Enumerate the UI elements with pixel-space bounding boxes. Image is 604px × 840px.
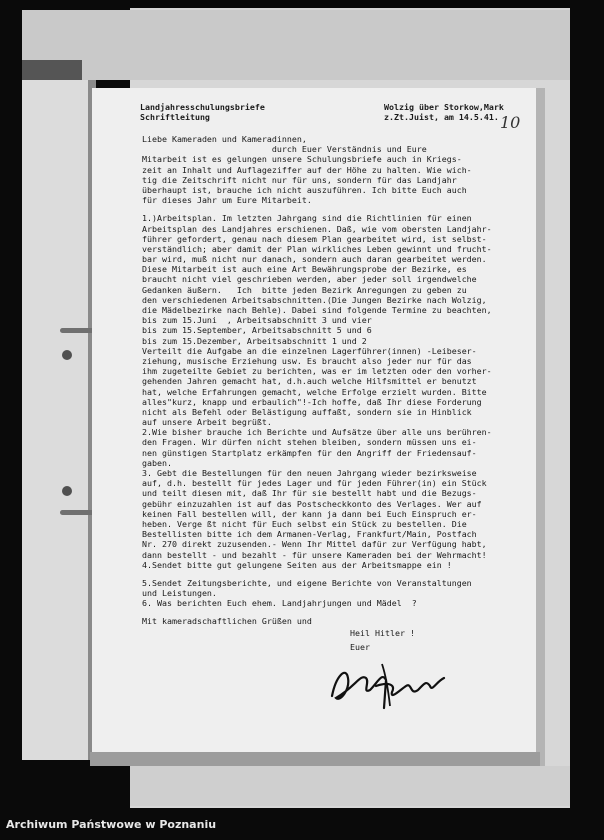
- body-line: bis zum 15.Dezember, Arbeitsabschnitt 1 und 2: [142, 335, 367, 346]
- body-line: tig die Zeitschrift nicht nur für uns, sondern für das Landjahr: [142, 174, 457, 185]
- body-line: Mitarbeit ist es gelungen unsere Schulungsbriefe auch in Kriegs-: [142, 154, 462, 165]
- closing-euer: Euer: [350, 642, 370, 652]
- body-line: für dieses Jahr um Eure Mitarbeit.: [142, 195, 312, 206]
- body-line: die Mädelbezirke nach Behle). Dabei sind folgende Termine zu beachten,: [142, 305, 492, 315]
- body-line: [142, 608, 532, 616]
- closing-greeting: Heil Hitler !: [350, 628, 415, 638]
- page-right-edge: [535, 88, 545, 768]
- page-bottom-edge: [90, 752, 540, 766]
- handwritten-signature: [326, 656, 456, 714]
- body-line: den verschiedenen Arbeitsabschnitten.(Die Jungen Bezirke nach Wolzig,: [142, 294, 487, 305]
- body-line: alles"kurz, knapp und erbaulich"!-Ich hoffe, daß Ihr diese Forderung: [142, 396, 482, 407]
- body-line: auf unsere Arbeit begrüßt.: [142, 417, 272, 428]
- body-line: 3. Gebt die Bestellungen für den neuen Jahrgang wieder bezirksweise: [142, 468, 477, 478]
- body-line: Nr. 270 direkt zuzusenden.- Wenn Ihr Mittel dafür zur Verfügung habt,: [142, 539, 487, 550]
- body-line: keinen Fall bestellen will, der kann ja dann bei Euch Einspruch er-: [142, 508, 477, 519]
- body-line: bis zum 15.Juni , Arbeitsabschnitt 3 und vier: [142, 315, 372, 326]
- body-line: bis zum 15.September, Arbeitsabschnitt 5 und 6: [142, 325, 372, 336]
- body-line: dann bestellt - und bezahlt - für unsere Kameraden bei der Wehrmacht!: [142, 549, 487, 560]
- body-line: führer gefordert, genau nach diesem Plan gearbeitet wird, ist selbst-: [142, 233, 487, 244]
- body-line: und teilt diesen mit, daß Ihr für sie bestellt habt und die Bezugs-: [142, 488, 477, 499]
- body-line: den Fragen. Wir dürfen nicht stehen bleiben, sondern müssen uns ei-: [142, 437, 477, 448]
- body-line: 6. Was berichten Euch ehem. Landjahrjungen und Mädel ?: [142, 598, 417, 609]
- body-line: durch Euer Verständnis und Eure: [142, 144, 427, 155]
- body-line: zeit an Inhalt und Auflageziffer auf der Höhe zu halten. Wie wich-: [142, 164, 472, 175]
- sender-block: [140, 102, 265, 122]
- date-line: z.Zt.Juist, am 14.5.41.: [384, 112, 499, 123]
- place-date-block: [384, 102, 504, 122]
- body-line: Gedanken äußern. Ich bitte jeden Bezirk Anregungen zu geben zu: [142, 284, 467, 295]
- body-line: [142, 570, 532, 578]
- letter-body: [142, 134, 532, 627]
- punch-hole-icon: [62, 486, 72, 496]
- place-line: Wolzig über Storkow,Mark: [384, 102, 504, 112]
- body-line: hat, welche Erfahrungen gemacht, welche Erfolge erzielt wurden. Bitte: [142, 386, 487, 397]
- binder-strip: [22, 80, 90, 760]
- body-line: auf, d.h. bestellt für jedes Lager und für jeden Führer(in) ein Stück: [142, 478, 487, 489]
- letter-page: [92, 88, 536, 752]
- body-line: 4.Sendet bitte gut gelungene Seiten aus der Arbeitsmappe ein !: [142, 559, 452, 570]
- top-page-edge: [22, 10, 570, 80]
- lower-sheet: [130, 766, 570, 806]
- body-line: 5.Sendet Zeitungsberichte, und eigene Berichte von Veranstaltungen: [142, 577, 472, 588]
- archive-credit: Archiwum Państwowe w Poznaniu: [6, 818, 217, 831]
- body-line: 2.Wie bisher brauche ich Berichte und Aufsätze über alle uns berühren-: [142, 427, 492, 438]
- body-line: Diese Mitarbeit ist auch eine Art Bewährungsprobe der Bezirke, es: [142, 264, 467, 275]
- body-line: braucht nicht viel geschrieben werden, aber jeder soll irgendwelche: [142, 274, 477, 285]
- body-line: gehenden Jahren gemacht hat, d.h.auch welche Hilfsmittel er benutzt: [142, 376, 477, 387]
- body-line: gaben.: [142, 457, 172, 468]
- punch-hole-icon: [62, 350, 72, 360]
- body-line: heben. Verge ßt nicht für Euch selbst ein Stück zu bestellen. Die: [142, 518, 467, 529]
- body-line: ihm zugeteilte Gebiet zu berichten, was er im letzten oder den vorher-: [142, 366, 492, 377]
- body-line: nicht als Befehl oder Belästigung auffaßt, sondern sie in Hinblick: [142, 406, 472, 417]
- body-line: nen günstigen Startplatz erkämpfen für den Angriff der Friedensauf-: [142, 447, 477, 458]
- folio-number: 10: [500, 113, 521, 132]
- body-line: Bestellisten bitte ich dem Armanen-Verlag, Frankfurt/Main, Postfach: [142, 529, 477, 540]
- body-line: überhaupt ist, brauche ich nicht auszuführen. Ich bitte Euch auch: [142, 184, 467, 195]
- body-line: 1.)Arbeitsplan. Im letzten Jahrgang sind die Richtlinien für einen: [142, 213, 472, 224]
- body-line: Arbeitsplan des Landjahres erschienen. Daß, wie vom obersten Landjahr-: [142, 223, 492, 234]
- body-line: bar wird, muß nicht nur danach, sondern auch daran gearbeitet werden.: [142, 254, 487, 265]
- sender-line: Schriftleitung: [140, 112, 210, 123]
- body-line: verständlich; aber damit der Plan wirkliches Leben gewinnt und frucht-: [142, 243, 492, 254]
- body-line: und Leistungen.: [142, 588, 217, 599]
- body-line: Verteilt die Aufgabe an die einzelnen Lagerführer(innen) -Leibeser-: [142, 345, 477, 356]
- closing-block: [350, 628, 415, 656]
- body-line: [142, 205, 532, 213]
- body-line: Mit kameradschaftlichen Grüßen und: [142, 616, 312, 627]
- body-line: gebühr einzuzahlen ist auf das Postscheckkonto des Verlages. Wer auf: [142, 498, 482, 509]
- body-line: Liebe Kameraden und Kameradinnen,: [142, 134, 307, 144]
- sender-line: Landjahresschulungsbriefe: [140, 102, 265, 112]
- body-line: ziehung, musische Erziehung usw. Es braucht also jeder nur für das: [142, 355, 472, 366]
